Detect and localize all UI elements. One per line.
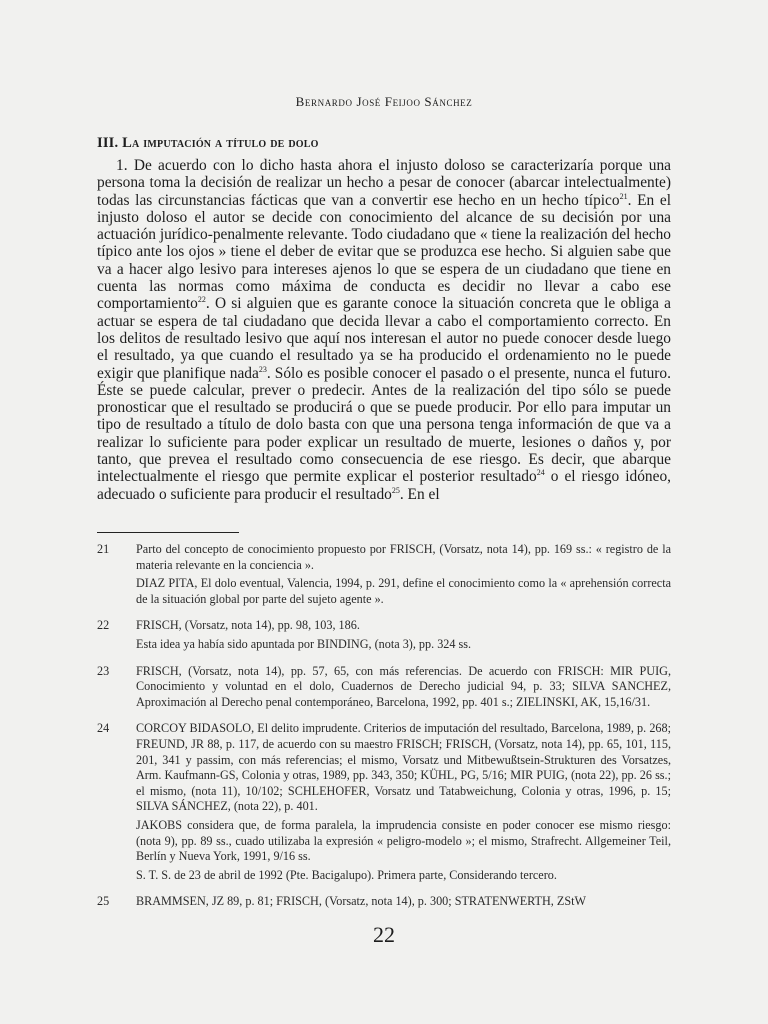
footnote-body	[136, 618, 671, 655]
footnote-paragraph: JAKOBS considera que, de forma paralela, la imprudencia consiste en poder conocer ese mismo riesgo: (nota 9), pp. 89 ss., cuado utilizaba la expresión « peligro-modelo »; el mismo, Strafrecht. Allgemeiner Teil, Berlín y Nueva York, 1991, 9/16 ss.	[136, 817, 671, 864]
running-header: Bernardo José Feijoo Sánchez	[295, 94, 473, 109]
footnote	[97, 894, 671, 913]
body-text-segment: . Sólo es posible conocer el pasado o el presente, nunca el futuro. Éste se puede calcular, prever o predecir. Antes de la realización del tipo sólo se puede pronosticar que el resultado se producirá o que se puede producir. Por ello para imputar un tipo de resultado a título de dolo basta con que una persona tenga información de que va a realizar lo suficiente para poder explicar un resultado de muerte, lesiones o daños y, por tanto, que prevea el resultado como consecuencia de ese riesgo. Es decir, que abarque intelectualmente el riesgo que permite explicar el posterior resultado	[97, 364, 671, 486]
section-heading: III. La imputación a título de dolo	[97, 135, 319, 151]
footnote-number: 23	[97, 663, 110, 678]
footnote-reference: 24	[536, 468, 545, 478]
footnote-number: 22	[97, 618, 110, 633]
body-text-segment: 1. De acuerdo con lo dicho hasta ahora el injusto doloso se caracterizaría porque una persona toma la decisión de realizar un hecho a pesar de conocer (abarcar intelectualmente) todas las circunstancias fácticas que van a convertir ese hecho en un hecho típico	[97, 157, 671, 209]
footnote-body	[136, 542, 671, 610]
footnote-paragraph: S. T. S. de 23 de abril de 1992 (Pte. Bacigalupo). Primera parte, Considerando tercero.	[136, 867, 557, 882]
footnote	[97, 664, 671, 714]
body-text-segment: . En el injusto doloso el autor se decide con conocimiento del alcance de su decisión por una actuación jurídico-penalmente relevante. Todo ciudadano que « tiene la realización del hecho típico ante los ojos » tiene el deber de evitar que se produzca ese hecho. Si alguien sabe que va a hacer algo lesivo para intereses ajenos lo que se espera de un ciudadano que tiene en cuenta las normas como máxima de conducta es decidir no llevar a cabo ese comportamiento	[97, 191, 671, 313]
footnote-paragraph: Parto del concepto de conocimiento propuesto por FRISCH, (Vorsatz, nota 14), pp. 169 ss.: « registro de la materia relevante en la conciencia ».	[136, 542, 671, 572]
footnote-reference: 21	[619, 191, 628, 201]
footnote	[97, 618, 671, 655]
footnote-reference: 22	[197, 295, 206, 305]
footnote	[97, 721, 671, 886]
footnote-paragraph: FRISCH, (Vorsatz, nota 14), pp. 57, 65, con más referencias. De acuerdo con FRISCH: MIR PUIG, Conocimiento y voluntad en el dolo, Cuadernos de Derecho judicial 94, p. 33; SILVA SANCHEZ, Aproximación al Derecho penal contemporáneo, Barcelona, 1992, pp. 401 s.; ZIELINSKI, AK, 15,16/31.	[136, 663, 671, 709]
footnote-body	[136, 664, 671, 714]
footnote-reference: 23	[258, 364, 267, 374]
body-text-segment: o el riesgo idóneo, adecuado o suficiente para producir el resultado	[97, 468, 671, 503]
footnote-paragraph: BRAMMSEN, JZ 89, p. 81; FRISCH, (Vorsatz, nota 14), p. 300; STRATENWERTH, ZStW	[136, 894, 586, 909]
body-text-segment: . En el	[399, 485, 440, 503]
footnote-paragraph: DIAZ PITA, El dolo eventual, Valencia, 1994, p. 291, define el conocimiento como la « aprehensión correcta de la situación global por parte del sujeto agente ».	[136, 576, 671, 606]
footnote-paragraph: FRISCH, (Vorsatz, nota 14), pp. 98, 103, 186.	[136, 618, 360, 633]
page-number: 22	[373, 922, 395, 947]
body-paragraph	[97, 157, 671, 503]
footnote-number: 25	[97, 894, 110, 909]
footnote-reference: 25	[391, 485, 400, 495]
footnote-separator	[97, 532, 239, 533]
footnote-paragraph: Esta idea ya había sido apuntada por BINDING, (nota 3), pp. 324 ss.	[136, 636, 472, 651]
footnotes	[97, 542, 671, 921]
footnote-body	[136, 894, 671, 913]
body-text-segment: . O si alguien que es garante conoce la situación concreta que le obliga a actuar se espera de tal ciudadano que decida llevar a cabo el comportamiento correcto. En los delitos de resultado lesivo que aquí nos interesan el autor no puede conocer desde luego el resultado, ya que cuando el resultado ya se ha producido el ordenamiento no le puede exigir que planifique nada	[97, 295, 671, 382]
footnote-number: 24	[97, 721, 110, 736]
footnote	[97, 542, 671, 610]
footnote-number: 21	[97, 542, 110, 556]
footnote-body	[136, 721, 671, 886]
footnote-paragraph: CORCOY BIDASOLO, El delito imprudente. Criterios de imputación del resultado, Barcelona, 1989, p. 268; FREUND, JR 88, p. 117, de acuerdo con su maestro FRISCH; FRISCH, (Vorsatz, nota 14), pp. 65, 101, 115, 201, 341 y passim, con más referencias; el mismo, Vorsatz und Mitbewußtsein-Strukturen des Vorsatzes, Arm. Kaufmann-GS, Colonia y otras, 1989, pp. 343, 350; KÜHL, PG, 5/16; MIR PUIG, (nota 22), pp. 26 ss.; el mismo, (nota 11), 10/102; SCHLEHOFER, Vorsatz und Tatabweichung, Colonia y otras, 1996, p. 15; SILVA SÁNCHEZ, (nota 22), p. 401.	[136, 721, 671, 814]
